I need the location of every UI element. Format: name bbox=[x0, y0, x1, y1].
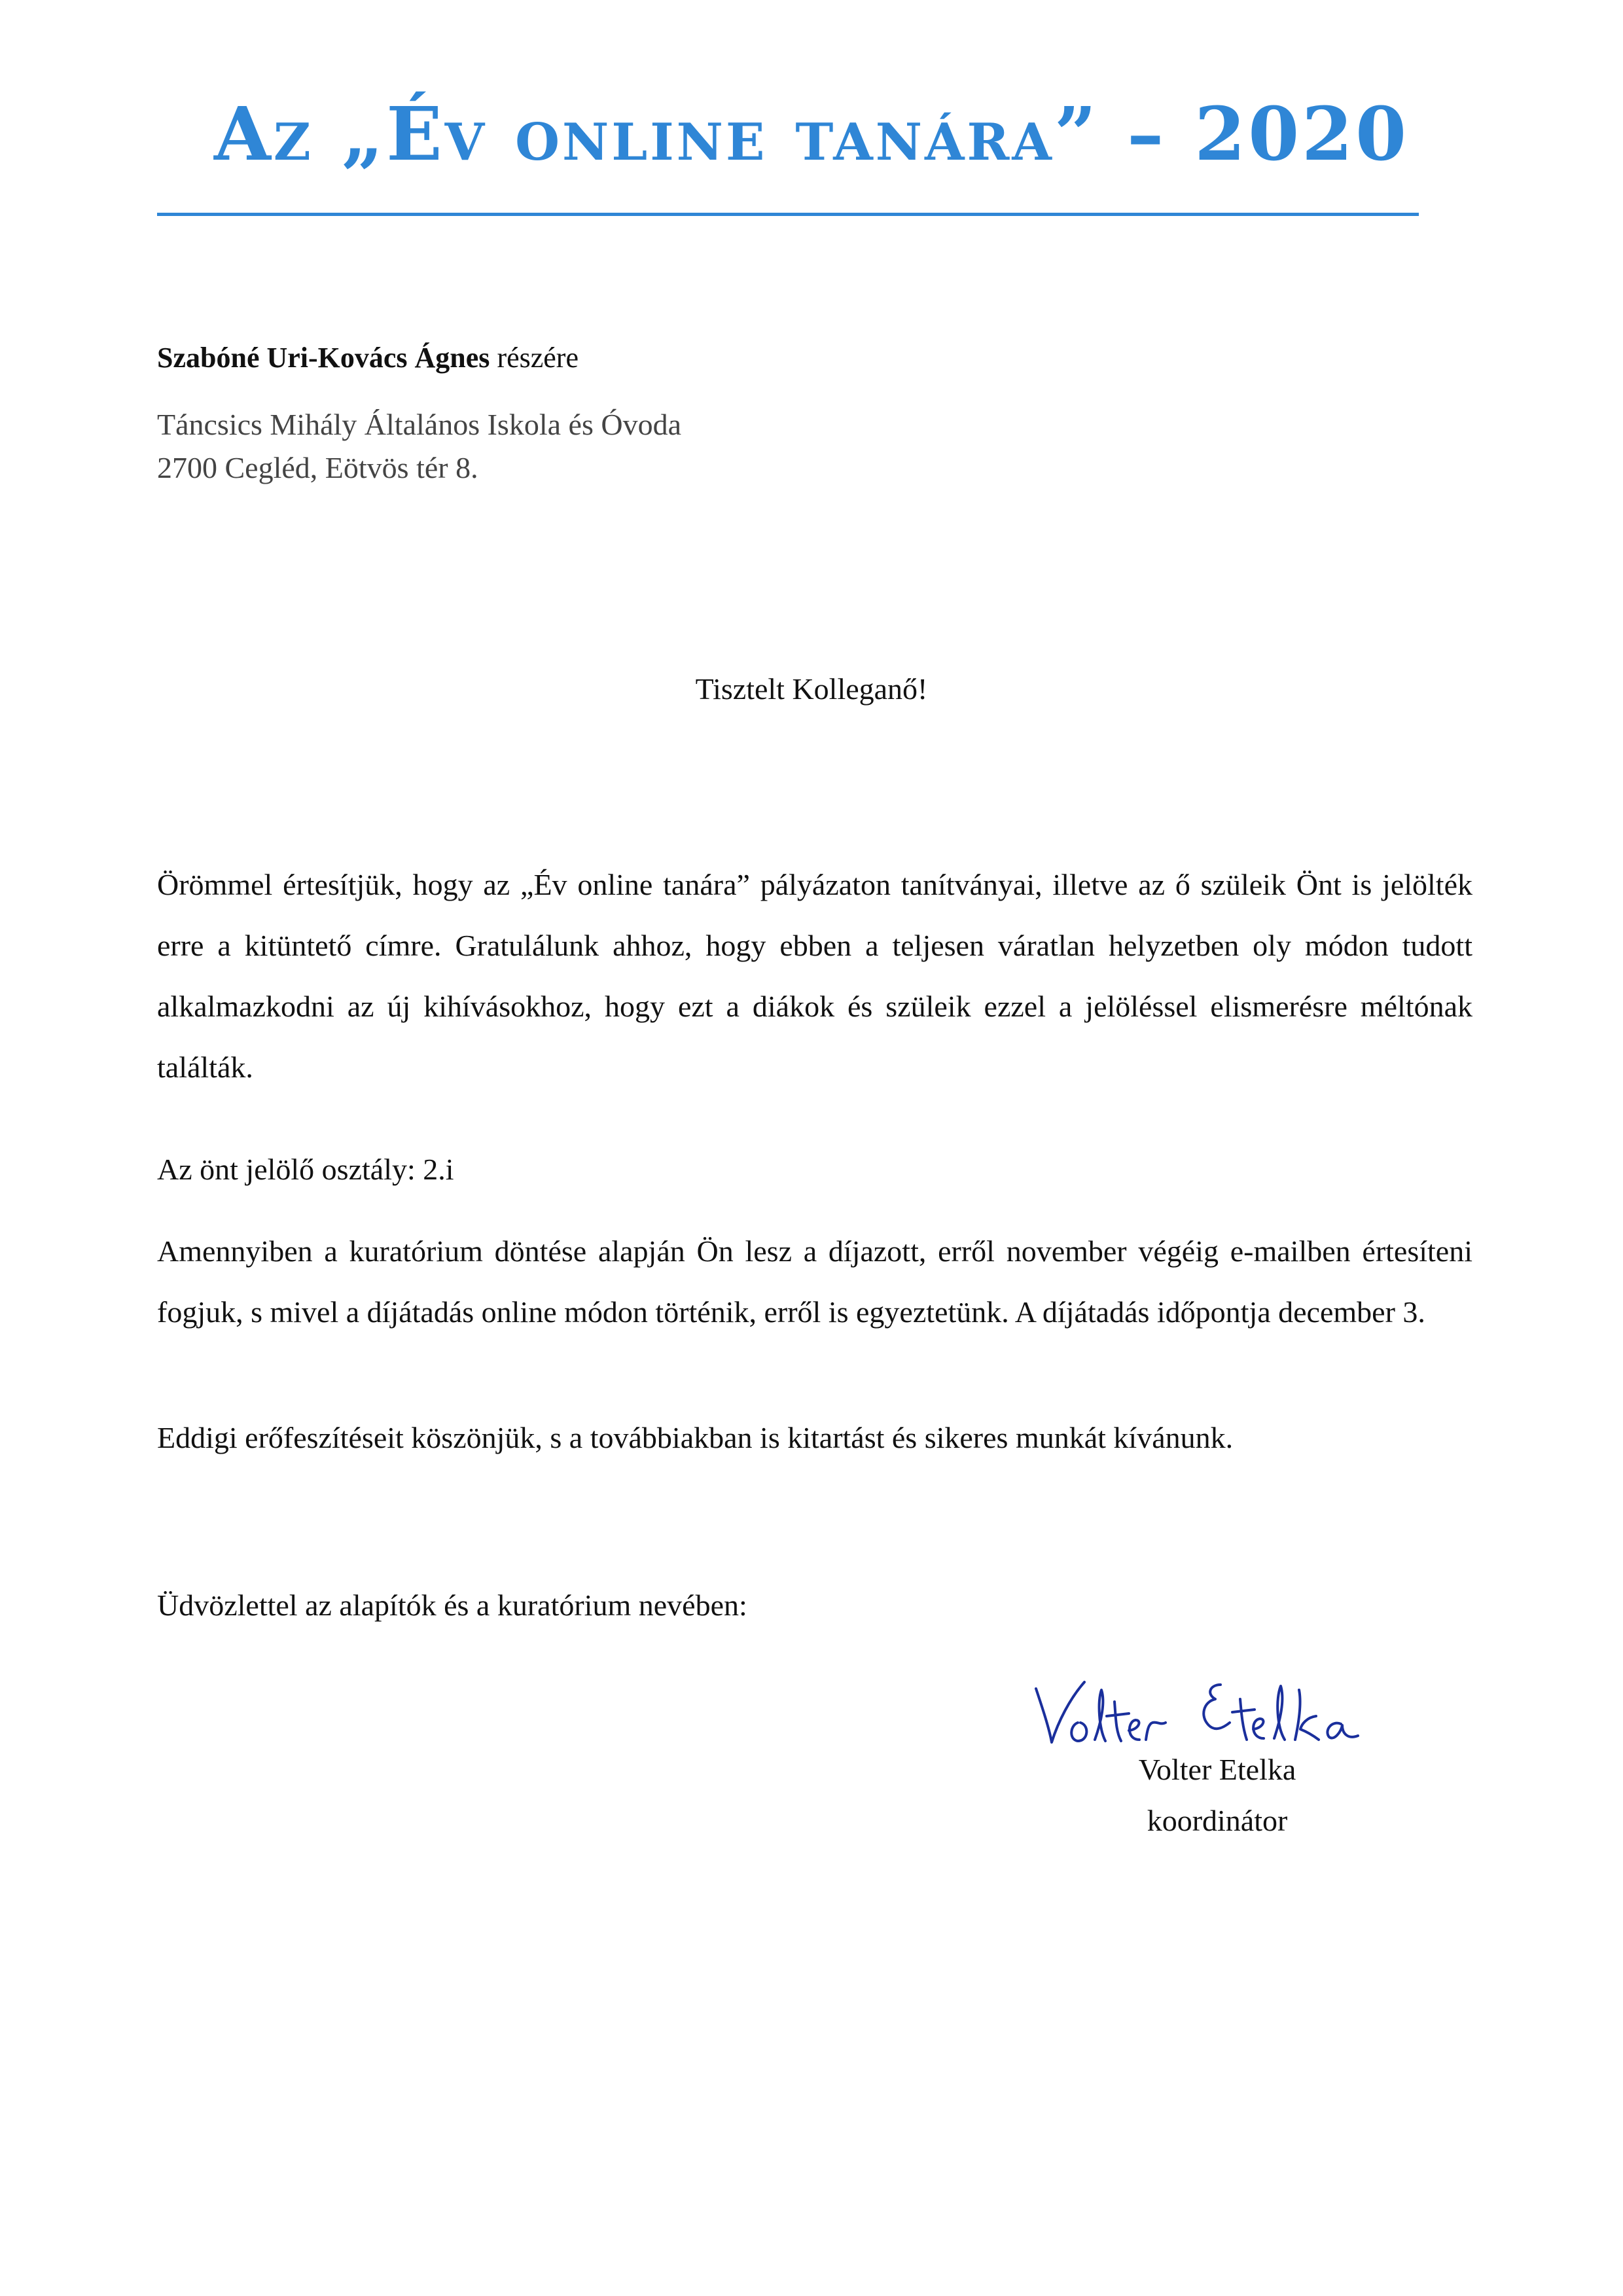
signer-block bbox=[1113, 1744, 1322, 1846]
signer-role: koordinátor bbox=[1147, 1804, 1288, 1837]
salutation: Tisztelt Kolleganő! bbox=[695, 672, 928, 706]
body-paragraph: Örömmel értesítjük, hogy az „Év online tanára” pályázaton tanítványai, illetve az ő szüleik Önt is jelölték erre a kitüntető címre. Gratulálunk ahhoz, hogy ebben a teljesen váratlan helyzetben oly módon tudott alkalmazkodni az új kihívásokhoz, hogy ezt a diákok és szüleik ezzel a jelöléssel elismerésre méltónak találták. bbox=[157, 868, 1472, 1084]
school-address: 2700 Cegléd, Eötvös tér 8. bbox=[157, 451, 478, 484]
recipient-address-block bbox=[157, 403, 681, 490]
closing-line: Üdvözlettel az alapítók és a kuratórium nevében: bbox=[157, 1588, 747, 1622]
nominating-class: Az önt jelölő osztály: 2.i bbox=[157, 1153, 454, 1186]
signer-name: Volter Etelka bbox=[1138, 1753, 1296, 1786]
body-paragraph: Amennyiben a kuratórium döntése alapján Ön lesz a díjazott, erről november végéig e-mailben értesíteni fogjuk, s mivel a díjátadás online módon történik, erről is egyeztetünk. A díjátadás időpontja december 3. bbox=[157, 1234, 1472, 1329]
body-paragraph: Eddigi erőfeszítéseit köszönjük, s a továbbiakban is kitartást és sikeres munkát kívánunk. bbox=[157, 1421, 1234, 1454]
recipient-suffix: részére bbox=[490, 342, 579, 374]
title-divider bbox=[157, 213, 1419, 216]
recipient-name: Szabóné Uri-Kovács Ágnes bbox=[157, 342, 490, 374]
recipient-line bbox=[157, 344, 579, 372]
page-title: Az „Év online tanára” – 2020 bbox=[213, 92, 1410, 177]
school-name: Táncsics Mihály Általános Iskola és Óvoda bbox=[157, 408, 681, 441]
